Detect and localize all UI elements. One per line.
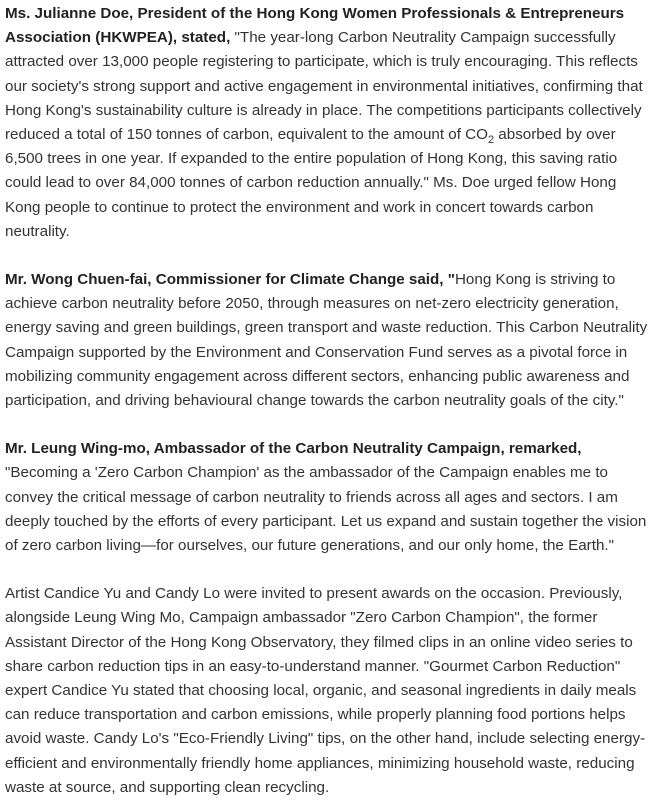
quote-paragraph-leung-wing-mo (5, 437, 650, 558)
co2-subscript: 2 (487, 134, 495, 147)
quote-text-part-1: "The year-long Carbon Neutrality Campaign successfully attracted over 13,000 people registering to participate, which is truly encouraging. This reflects our society's strong support and active engagement in environmental initiatives, confirming that Hong Kong's sustainability culture is already in place. The competitions participants collectively reduced a total of 150 tonnes of carbon, equivalent to the amount of CO (5, 29, 643, 144)
quote-paragraph-julianne-doe (5, 2, 650, 244)
speaker-wong-chuen-fai: Mr. Wong Chuen-fai, Commissioner for Climate Change said, " (5, 271, 455, 289)
quote-text-part-2: absorbed by over 6,500 trees in one year. If expanded to the entire population of Hong Kong, this saving ratio could lead to over 84,000 tonnes of carbon reduction annually." Ms. Doe urged fellow Hong Kong people to continue to protect the environment and work in concert towards carbon neutrality. (5, 126, 618, 240)
speaker-leung-wing-mo: Mr. Leung Wing-mo, Ambassador of the Carbon Neutrality Campaign, remarked, (5, 440, 582, 458)
paragraph-text: Artist Candice Yu and Candy Lo were invited to present awards on the occasion. Previously, alongside Leung Wing Mo, Campaign ambassador "Zero Carbon Champion", the former Assistant Director of the Hong Kong Observatory, they filmed clips in an online video series to share carbon reduction tips in an easy-to-understand manner. "Gourmet Carbon Reduction" expert Candice Yu stated that choosing local, organic, and seasonal ingredients in daily meals can reduce transportation and carbon emissions, while properly planning food portions helps avoid waste. Candy Lo's "Eco-Friendly Living" tips, on the other hand, include selecting energy-efficient and environmentally friendly home appliances, minimizing household waste, reducing waste at source, and supporting clean recycling. (5, 585, 646, 796)
speaker-julianne-doe: Ms. Julianne Doe, President of the Hong Kong Women Professionals & Entrepreneurs Association (HKWPEA), stated, (5, 5, 625, 47)
quote-paragraph-wong-chuen-fai (5, 268, 650, 413)
quote-text: Hong Kong is striving to achieve carbon neutrality before 2050, through measures on net-zero electricity generation, energy saving and green buildings, green transport and waste reduction. This Carbon Neutrality Campaign supported by the Environment and Conservation Fund serves as a pivotal force in mobilizing community engagement across different sectors, enhancing public awareness and participation, and driving behavioural change towards the carbon neutrality goals of the city." (5, 271, 648, 410)
quote-text: "Becoming a 'Zero Carbon Champion' as the ambassador of the Campaign enables me to convey the critical message of carbon neutrality to friends across all ages and sectors. I am deeply touched by the efforts of every participant. Let us expand and sustain together the vision of zero carbon living—for ourselves, our future generations, and our only home, the Earth." (5, 464, 647, 555)
awards-paragraph (5, 582, 650, 800)
